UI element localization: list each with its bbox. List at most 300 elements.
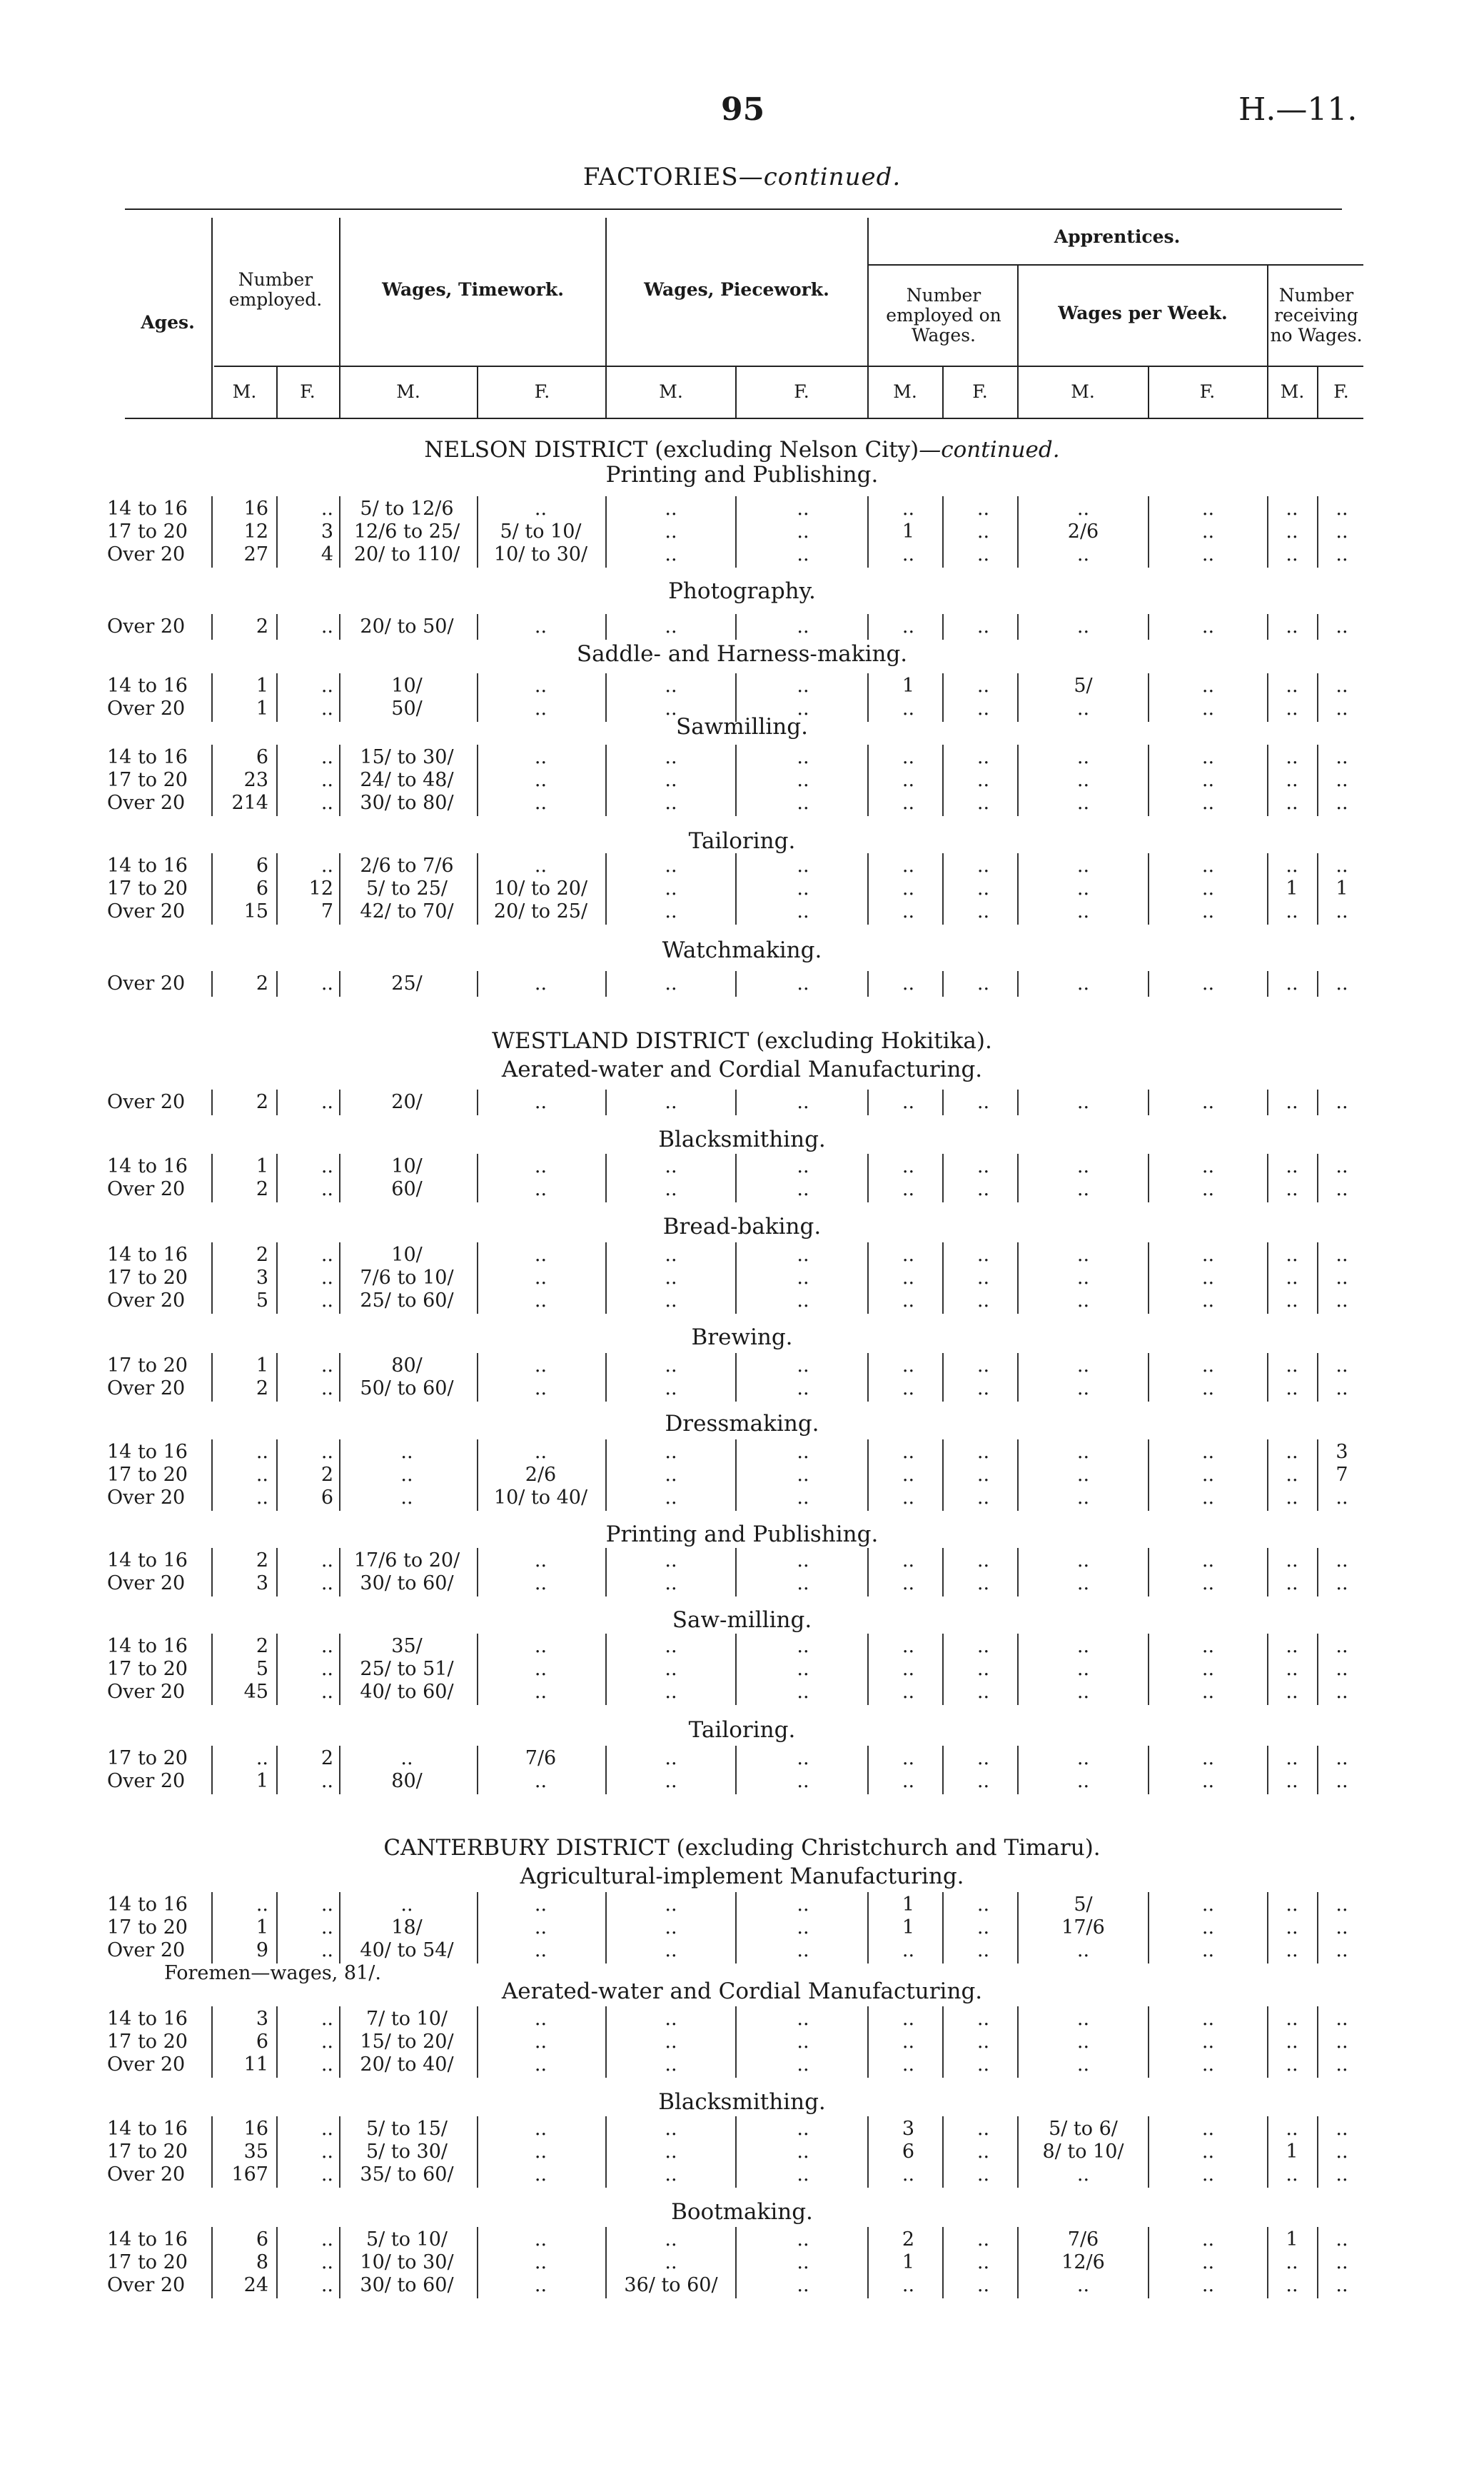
- column-rule: [867, 614, 869, 640]
- employed-f-cell: ..: [320, 1267, 333, 1289]
- timework-f-cell: ..: [534, 769, 547, 791]
- apprentice-wage-m-cell: ..: [1076, 498, 1090, 520]
- apprentice-employed-m-cell: ..: [902, 698, 915, 720]
- piecework-f-cell: ..: [797, 498, 809, 520]
- column-rule: [211, 1548, 213, 1596]
- apprentice-wage-f-cell: ..: [1201, 1572, 1215, 1594]
- employed-m-cell: 45: [243, 1681, 268, 1703]
- piecework-f-cell: ..: [797, 1681, 809, 1703]
- sub-m: M.: [1071, 381, 1095, 402]
- column-rule: [942, 2227, 944, 2298]
- apprentice-employed-m-cell: ..: [902, 1487, 915, 1509]
- apprentice-employed-f-cell: ..: [976, 1091, 990, 1113]
- no-wages-f-cell: ..: [1336, 1178, 1348, 1200]
- piecework-f-cell: ..: [797, 2053, 809, 2076]
- piecework-f-cell: ..: [797, 1939, 809, 1961]
- timework-m-cell: 24/ to 48/: [360, 769, 454, 791]
- column-rule: [1317, 614, 1318, 640]
- column-rule: [339, 1548, 340, 1596]
- apprentice-employed-m-cell: ..: [902, 2053, 915, 2076]
- no-wages-f-cell: ..: [1336, 1916, 1348, 1939]
- column-rule: [1267, 1892, 1268, 1963]
- apprentice-wage-f-cell: ..: [1201, 1267, 1215, 1289]
- table-row: [0, 2053, 1484, 2076]
- table-row: [0, 1658, 1484, 1681]
- piecework-m-cell: ..: [665, 1155, 677, 1177]
- apprentice-employed-m-cell: 1: [902, 675, 915, 697]
- piecework-m-cell: ..: [665, 543, 677, 565]
- apprentice-employed-m-cell: ..: [902, 2274, 915, 2296]
- column-rule: [477, 614, 478, 640]
- column-rule: [605, 496, 607, 568]
- column-rule: [942, 1892, 944, 1963]
- timework-f-cell: 2/6: [525, 1464, 557, 1486]
- table-row: [0, 543, 1484, 566]
- employed-f-cell: ..: [320, 1894, 333, 1916]
- employed-f-cell: ..: [320, 615, 333, 638]
- apprentice-wage-m-cell: 7/6: [1067, 2228, 1099, 2251]
- employed-f-cell: ..: [320, 1354, 333, 1377]
- column-rule: [1317, 971, 1318, 997]
- column-rule: [1317, 1892, 1318, 1963]
- column-rule: [276, 1746, 278, 1794]
- apprentice-wage-m-cell: ..: [1076, 2274, 1090, 2296]
- column-rule: [1017, 1090, 1019, 1115]
- timework-f-cell: ..: [534, 1658, 547, 1680]
- apprentice-employed-m-cell: 2: [902, 2228, 915, 2251]
- column-rule: [867, 2227, 869, 2298]
- sub-m: M.: [396, 381, 420, 402]
- table-row: [0, 1155, 1484, 1178]
- no-wages-m-cell: ..: [1286, 1155, 1298, 1177]
- column-rule: [1148, 1090, 1149, 1115]
- apprentice-wage-f-cell: ..: [1201, 675, 1215, 697]
- no-wages-f-cell: ..: [1336, 1894, 1348, 1916]
- employed-f-cell: ..: [320, 769, 333, 791]
- apprentice-employed-m-cell: ..: [902, 792, 915, 814]
- employed-f-cell: ..: [320, 2031, 333, 2053]
- piecework-m-cell: ..: [665, 2228, 677, 2251]
- apprentice-wage-f-cell: ..: [1201, 2228, 1215, 2251]
- piecework-f-cell: ..: [797, 769, 809, 791]
- employed-m-cell: 1: [256, 1916, 268, 1939]
- apprentice-wage-m-cell: ..: [1076, 746, 1090, 768]
- employed-m-cell: 3: [256, 1267, 268, 1289]
- column-rule: [211, 614, 213, 640]
- apprentice-employed-m-cell: ..: [902, 1770, 915, 1792]
- timework-f-cell: ..: [534, 2163, 547, 2186]
- apprentice-wage-f-cell: ..: [1201, 2141, 1215, 2163]
- apprentice-wage-m-cell: ..: [1076, 1747, 1090, 1769]
- industry-heading: Watchmaking.: [662, 937, 822, 963]
- piecework-m-cell: ..: [665, 1635, 677, 1657]
- column-rule: [867, 971, 869, 997]
- age-cell: 17 to 20: [107, 2251, 188, 2273]
- table-row: [0, 1549, 1484, 1572]
- age-cell: Over 20: [107, 1289, 186, 1312]
- piecework-f-cell: ..: [797, 675, 809, 697]
- column-rule: [1017, 745, 1019, 816]
- piecework-m-cell: ..: [665, 2251, 677, 2273]
- column-rule: [605, 1439, 607, 1511]
- timework-m-cell: 10/ to 30/: [360, 2251, 454, 2273]
- apprentice-employed-m-cell: ..: [902, 1244, 915, 1266]
- column-rule: [735, 1634, 737, 1705]
- timework-m-cell: ..: [400, 1894, 413, 1916]
- no-wages-f-cell: ..: [1336, 2141, 1348, 2163]
- apprentice-employed-m-cell: ..: [902, 1681, 915, 1703]
- column-rule: [1267, 1154, 1268, 1202]
- column-rule: [1017, 1439, 1019, 1511]
- table-row: [0, 1916, 1484, 1939]
- column-rule: [211, 1154, 213, 1202]
- piecework-f-cell: ..: [797, 1267, 809, 1289]
- no-wages-m-cell: ..: [1286, 1939, 1298, 1961]
- apprentice-wage-m-cell: ..: [1076, 1267, 1090, 1289]
- column-rule: [1017, 614, 1019, 640]
- column-rule: [1017, 1242, 1019, 1314]
- apprentice-wage-f-cell: ..: [1201, 1244, 1215, 1266]
- column-rule: [735, 1548, 737, 1596]
- column-rule: [1317, 1746, 1318, 1794]
- piecework-m-cell: ..: [665, 675, 677, 697]
- age-cell: 14 to 16: [107, 1155, 188, 1177]
- table-row: [0, 1377, 1484, 1400]
- no-wages-f-cell: 3: [1336, 1441, 1348, 1463]
- column-rule: [1317, 1154, 1318, 1202]
- employed-f-cell: ..: [320, 1681, 333, 1703]
- piecework-m-cell: ..: [665, 900, 677, 922]
- column-rule: [276, 853, 278, 925]
- piecework-f-cell: ..: [797, 1441, 809, 1463]
- column-rule: [605, 2006, 607, 2078]
- timework-m-cell: 30/ to 60/: [360, 1572, 454, 1594]
- column-rule: [605, 1242, 607, 1314]
- column-rule: [1148, 745, 1149, 816]
- table-row: [0, 1770, 1484, 1793]
- apprentice-wage-f-cell: ..: [1201, 1155, 1215, 1177]
- apprentice-wage-f-cell: ..: [1201, 498, 1215, 520]
- column-rule: [211, 971, 213, 997]
- apprentice-employed-f-cell: ..: [976, 878, 990, 900]
- no-wages-m-cell: ..: [1286, 900, 1298, 922]
- apprentice-employed-m-cell: ..: [902, 900, 915, 922]
- piecework-f-cell: ..: [797, 2031, 809, 2053]
- apprentice-employed-f-cell: ..: [976, 1770, 990, 1792]
- timework-f-cell: 10/ to 20/: [493, 878, 588, 900]
- apprentice-employed-m-cell: ..: [902, 1289, 915, 1312]
- column-rule: [477, 2227, 478, 2298]
- column-rule: [735, 1242, 737, 1314]
- employed-m-cell: ..: [256, 1747, 268, 1769]
- timework-m-cell: 15/ to 30/: [360, 746, 454, 768]
- piecework-f-cell: ..: [797, 1244, 809, 1266]
- apprentice-wage-m-cell: ..: [1076, 698, 1090, 720]
- no-wages-f-cell: ..: [1336, 1770, 1348, 1792]
- table-row: [0, 2031, 1484, 2053]
- no-wages-m-cell: ..: [1286, 792, 1298, 814]
- column-rule: [1148, 1892, 1149, 1963]
- no-wages-m-cell: ..: [1286, 2008, 1298, 2030]
- timework-f-cell: ..: [534, 2274, 547, 2296]
- employed-f-cell: ..: [320, 1377, 333, 1399]
- age-cell: 17 to 20: [107, 1916, 188, 1939]
- timework-m-cell: 5/ to 25/: [366, 878, 448, 900]
- column-rule: [867, 745, 869, 816]
- apprentice-employed-f-cell: ..: [976, 855, 990, 877]
- age-cell: Over 20: [107, 2274, 186, 2296]
- apprentice-employed-m-cell: ..: [902, 498, 915, 520]
- column-rule: [1017, 853, 1019, 925]
- piecework-f-cell: ..: [797, 2228, 809, 2251]
- column-rule: [1267, 2116, 1268, 2188]
- column-rule: [1267, 971, 1268, 997]
- column-rule: [735, 853, 737, 925]
- apprentice-employed-f-cell: ..: [976, 543, 990, 565]
- column-rule: [1017, 1353, 1019, 1402]
- employed-f-cell: ..: [320, 1658, 333, 1680]
- no-wages-f-cell: ..: [1336, 1572, 1348, 1594]
- apprentice-employed-m-cell: 1: [902, 2251, 915, 2273]
- apprentice-employed-m-cell: ..: [902, 1377, 915, 1399]
- employed-m-cell: 1: [256, 1354, 268, 1377]
- table-row: [0, 1894, 1484, 1916]
- employed-m-cell: 6: [256, 746, 268, 768]
- column-rule: [1148, 1439, 1149, 1511]
- column-rule: [1267, 853, 1268, 925]
- timework-f-cell: ..: [534, 1681, 547, 1703]
- employed-m-cell: 5: [256, 1289, 268, 1312]
- apprentice-employed-m-cell: ..: [902, 543, 915, 565]
- apprentice-employed-f-cell: ..: [976, 2251, 990, 2273]
- table-row: [0, 2008, 1484, 2031]
- no-wages-f-cell: ..: [1336, 746, 1348, 768]
- age-cell: 17 to 20: [107, 1354, 188, 1377]
- apprentice-wage-f-cell: ..: [1201, 2251, 1215, 2273]
- no-wages-m-cell: ..: [1286, 1635, 1298, 1657]
- age-cell: 17 to 20: [107, 878, 188, 900]
- column-rule: [477, 853, 478, 925]
- no-wages-m-cell: ..: [1286, 1747, 1298, 1769]
- no-wages-m-cell: ..: [1286, 2274, 1298, 2296]
- age-cell: 17 to 20: [107, 521, 188, 543]
- no-wages-f-cell: ..: [1336, 1939, 1348, 1961]
- column-rule: [735, 1746, 737, 1794]
- column-rule: [1148, 1634, 1149, 1705]
- apprentice-employed-f-cell: ..: [976, 1939, 990, 1961]
- apprentice-employed-f-cell: ..: [976, 746, 990, 768]
- employed-f-cell: 2: [320, 1747, 333, 1769]
- column-rule: [339, 1090, 340, 1115]
- column-rule: [211, 1090, 213, 1115]
- piecework-f-cell: ..: [797, 1464, 809, 1486]
- table-row: [0, 2141, 1484, 2163]
- column-rule: [735, 2227, 737, 2298]
- no-wages-f-cell: 7: [1336, 1464, 1348, 1486]
- apprentice-employed-f-cell: ..: [976, 1658, 990, 1680]
- piecework-f-cell: ..: [797, 1155, 809, 1177]
- employed-f-cell: 3: [320, 521, 333, 543]
- column-rule: [1267, 1439, 1268, 1511]
- column-rule: [1317, 745, 1318, 816]
- column-rule: [735, 1154, 737, 1202]
- no-wages-f-cell: ..: [1336, 2031, 1348, 2053]
- timework-f-cell: ..: [534, 1354, 547, 1377]
- timework-m-cell: 15/ to 20/: [360, 2031, 454, 2053]
- timework-f-cell: ..: [534, 498, 547, 520]
- no-wages-f-cell: ..: [1336, 2053, 1348, 2076]
- employed-f-cell: 7: [320, 900, 333, 922]
- timework-f-cell: ..: [534, 2251, 547, 2273]
- apprentice-employed-m-cell: 6: [902, 2141, 915, 2163]
- timework-m-cell: 10/: [391, 1155, 423, 1177]
- piecework-f-cell: ..: [797, 615, 809, 638]
- table-row: [0, 878, 1484, 900]
- employed-f-cell: ..: [320, 2274, 333, 2296]
- no-wages-f-cell: ..: [1336, 675, 1348, 697]
- column-rule: [276, 971, 278, 997]
- column-rule: [477, 2116, 478, 2188]
- age-cell: Over 20: [107, 900, 186, 922]
- piecework-f-cell: ..: [797, 1894, 809, 1916]
- piecework-m-cell: ..: [665, 878, 677, 900]
- apprentice-employed-f-cell: ..: [976, 972, 990, 995]
- table-row: [0, 2118, 1484, 2141]
- table-row: [0, 521, 1484, 543]
- apprentice-wage-m-cell: 12/6: [1061, 2251, 1105, 2273]
- column-rule: [1267, 2227, 1268, 2298]
- column-rule: [477, 745, 478, 816]
- column-rule: [1017, 2116, 1019, 2188]
- piecework-f-cell: ..: [797, 972, 809, 995]
- column-rule: [605, 1090, 607, 1115]
- employed-m-cell: 2: [256, 1635, 268, 1657]
- page-title: [0, 163, 1484, 191]
- table-row: [0, 792, 1484, 815]
- piecework-m-cell: ..: [665, 746, 677, 768]
- column-rule: [942, 496, 944, 568]
- no-wages-f-cell: ..: [1336, 2118, 1348, 2140]
- sub-m: M.: [893, 381, 917, 402]
- column-rule: [339, 1746, 340, 1794]
- no-wages-m-cell: ..: [1286, 1267, 1298, 1289]
- apprentice-employed-m-cell: ..: [902, 1354, 915, 1377]
- employed-m-cell: 16: [243, 498, 268, 520]
- no-wages-f-cell: ..: [1336, 1289, 1348, 1312]
- column-rule: [1267, 496, 1268, 568]
- piecework-m-cell: ..: [665, 792, 677, 814]
- apprentice-wage-m-cell: ..: [1076, 2163, 1090, 2186]
- column-rule: [867, 1154, 869, 1202]
- column-rule: [276, 1090, 278, 1115]
- apprentice-employed-m-cell: ..: [902, 972, 915, 995]
- timework-m-cell: 30/ to 60/: [360, 2274, 454, 2296]
- apprentice-wage-m-cell: 8/ to 10/: [1042, 2141, 1124, 2163]
- column-rule: [477, 496, 478, 568]
- table-row: [0, 746, 1484, 769]
- timework-f-cell: ..: [534, 855, 547, 877]
- employed-m-cell: ..: [256, 1894, 268, 1916]
- column-rule: [1148, 2116, 1149, 2188]
- apprentice-wage-f-cell: ..: [1201, 1635, 1215, 1657]
- piecework-m-cell: 36/ to 60/: [624, 2274, 718, 2296]
- column-rule: [211, 1439, 213, 1511]
- piecework-m-cell: ..: [665, 855, 677, 877]
- apprentice-wage-f-cell: ..: [1201, 1354, 1215, 1377]
- timework-m-cell: 18/: [391, 1916, 423, 1939]
- column-rule: [942, 614, 944, 640]
- employed-m-cell: 6: [256, 2228, 268, 2251]
- apprentice-wage-f-cell: ..: [1201, 698, 1215, 720]
- employed-m-cell: 2: [256, 972, 268, 995]
- apprentice-wage-m-cell: 5/ to 6/: [1049, 2118, 1118, 2140]
- apprentice-employed-m-cell: ..: [902, 2031, 915, 2053]
- timework-m-cell: 12/6 to 25/: [353, 521, 460, 543]
- no-wages-m-cell: ..: [1286, 521, 1298, 543]
- apprentice-wage-f-cell: ..: [1201, 2053, 1215, 2076]
- apprentice-wage-m-cell: 2/6: [1067, 521, 1099, 543]
- employed-f-cell: ..: [320, 1155, 333, 1177]
- column-rule: [942, 1439, 944, 1511]
- piecework-m-cell: ..: [665, 1658, 677, 1680]
- no-wages-m-cell: ..: [1286, 1572, 1298, 1594]
- no-wages-m-cell: ..: [1286, 769, 1298, 791]
- column-rule: [211, 853, 213, 925]
- piecework-m-cell: ..: [665, 1894, 677, 1916]
- no-wages-m-cell: ..: [1286, 498, 1298, 520]
- age-cell: Over 20: [107, 972, 186, 995]
- table-row: [0, 900, 1484, 923]
- no-wages-f-cell: ..: [1336, 1635, 1348, 1657]
- piecework-m-cell: ..: [665, 1549, 677, 1572]
- column-rule: [477, 1353, 478, 1402]
- apprentice-wage-m-cell: ..: [1076, 615, 1090, 638]
- timework-f-cell: ..: [534, 1549, 547, 1572]
- employed-f-cell: 12: [308, 878, 333, 900]
- document-reference: H.—11.: [1238, 91, 1358, 128]
- industry-heading: Tailoring.: [688, 828, 796, 854]
- column-rule: [1317, 1634, 1318, 1705]
- district-heading: [0, 1835, 1484, 1861]
- apprentice-employed-f-cell: ..: [976, 1267, 990, 1289]
- column-rule: [1317, 1548, 1318, 1596]
- column-rule: [735, 2116, 737, 2188]
- no-wages-f-cell: ..: [1336, 2163, 1348, 2186]
- piecework-f-cell: ..: [797, 1916, 809, 1939]
- timework-m-cell: 5/ to 12/6: [360, 498, 454, 520]
- piecework-m-cell: ..: [665, 1244, 677, 1266]
- apprentice-wage-m-cell: ..: [1076, 1091, 1090, 1113]
- employed-m-cell: 11: [243, 2053, 268, 2076]
- column-rule: [867, 1634, 869, 1705]
- apprentice-wage-f-cell: ..: [1201, 1658, 1215, 1680]
- employed-m-cell: 2: [256, 1244, 268, 1266]
- column-rule: [477, 1892, 478, 1963]
- apprentice-wage-m-cell: ..: [1076, 1377, 1090, 1399]
- industry-heading: Saddle- and Harness-making.: [576, 641, 908, 667]
- apprentice-wage-m-cell: 5/: [1074, 675, 1093, 697]
- timework-m-cell: 80/: [391, 1770, 423, 1792]
- employed-f-cell: ..: [320, 1939, 333, 1961]
- no-wages-f-cell: ..: [1336, 498, 1348, 520]
- apprentice-wage-m-cell: ..: [1076, 1572, 1090, 1594]
- apprentice-employed-m-cell: ..: [902, 1572, 915, 1594]
- table-row: [0, 498, 1484, 521]
- employed-m-cell: 16: [243, 2118, 268, 2140]
- timework-m-cell: ..: [400, 1441, 413, 1463]
- column-rule: [1017, 1634, 1019, 1705]
- no-wages-m-cell: 1: [1286, 2141, 1298, 2163]
